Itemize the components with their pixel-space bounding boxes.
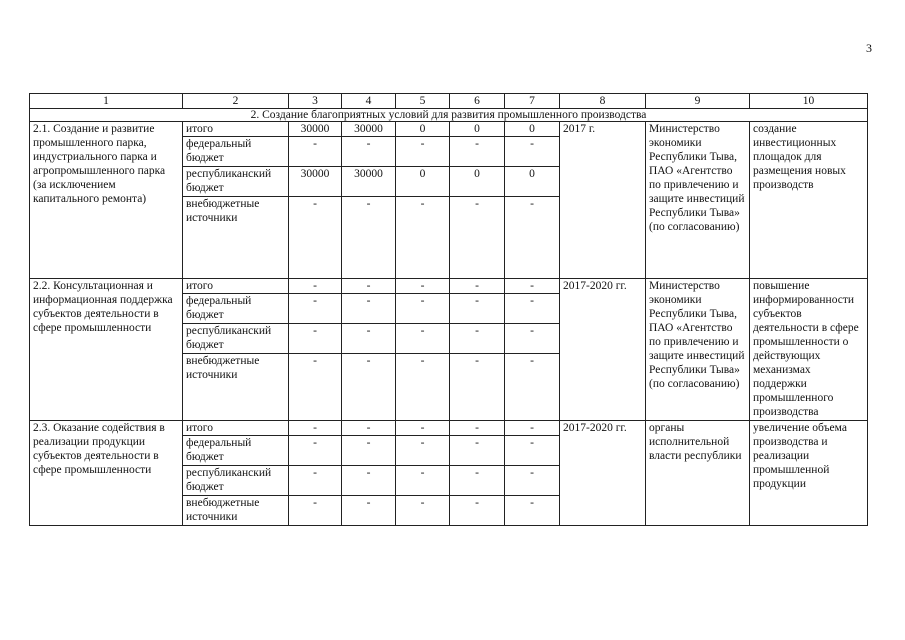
funding-value: - (505, 294, 560, 324)
implementation-period: 2017-2020 гг. (560, 421, 646, 526)
funding-value: - (450, 496, 505, 526)
funding-value: - (505, 137, 560, 167)
expected-result: создание инвестиционных площадок для размещения новых производств (750, 122, 868, 279)
header-cell: 9 (646, 94, 750, 109)
funding-value: 0 (450, 122, 505, 137)
funding-value: 30000 (289, 167, 342, 197)
page-number: 3 (866, 41, 872, 55)
funding-value: 30000 (342, 122, 396, 137)
funding-source: итого (183, 122, 289, 137)
funding-source: внебюджетные источники (183, 354, 289, 421)
header-cell: 10 (750, 94, 868, 109)
table-row (30, 279, 868, 294)
funding-value: - (505, 436, 560, 466)
implementation-period: 2017-2020 гг. (560, 279, 646, 421)
table-row (30, 122, 868, 137)
expected-result: увеличение объема производства и реализации промышленной продукции (750, 421, 868, 526)
funding-value: - (450, 466, 505, 496)
funding-value: - (396, 324, 450, 354)
funding-value: - (396, 466, 450, 496)
funding-value: 30000 (342, 167, 396, 197)
responsible-executor: Министерство экономики Республики Тыва, ПАО «Агентство по привлечению и защите инвестиций Республики Тыва» (по согласованию) (646, 279, 750, 421)
header-row (30, 94, 868, 109)
funding-value: - (505, 354, 560, 421)
funding-value: - (396, 279, 450, 294)
funding-value: - (289, 354, 342, 421)
activity-name: 2.3. Оказание содействия в реализации продукции субъектов деятельности в сфере промышленности (30, 421, 183, 526)
funding-value: - (289, 279, 342, 294)
funding-value: - (450, 197, 505, 279)
funding-value: 0 (450, 167, 505, 197)
funding-value: - (450, 354, 505, 421)
funding-value: - (289, 421, 342, 436)
funding-source: республиканский бюджет (183, 324, 289, 354)
program-table (29, 93, 868, 526)
funding-value: - (396, 197, 450, 279)
funding-source: внебюджетные источники (183, 197, 289, 279)
funding-value: 30000 (289, 122, 342, 137)
funding-value: - (450, 294, 505, 324)
responsible-executor: Министерство экономики Республики Тыва, ПАО «Агентство по привлечению и защите инвестиций Республики Тыва» (по согласованию) (646, 122, 750, 279)
responsible-executor: органы исполнительной власти республики (646, 421, 750, 526)
header-cell: 1 (30, 94, 183, 109)
funding-value: - (342, 436, 396, 466)
header-cell: 2 (183, 94, 289, 109)
funding-value: - (450, 137, 505, 167)
funding-value: - (342, 421, 396, 436)
funding-value: - (342, 197, 396, 279)
funding-value: - (505, 421, 560, 436)
funding-value: - (396, 436, 450, 466)
funding-value: - (450, 279, 505, 294)
funding-value: - (342, 137, 396, 167)
funding-value: - (450, 421, 505, 436)
funding-value: - (505, 466, 560, 496)
implementation-period: 2017 г. (560, 122, 646, 279)
funding-value: - (289, 324, 342, 354)
funding-value: - (342, 466, 396, 496)
funding-value: - (342, 496, 396, 526)
funding-source: федеральный бюджет (183, 436, 289, 466)
funding-value: - (450, 436, 505, 466)
funding-value: - (396, 354, 450, 421)
funding-value: - (289, 436, 342, 466)
activity-name: 2.2. Консультационная и информационная поддержка субъектов деятельности в сфере промышленности (30, 279, 183, 421)
header-cell: 6 (450, 94, 505, 109)
funding-value: - (289, 294, 342, 324)
funding-source: итого (183, 279, 289, 294)
funding-value: - (396, 496, 450, 526)
header-cell: 7 (505, 94, 560, 109)
section-title-row (30, 109, 868, 122)
funding-value: - (342, 354, 396, 421)
header-cell: 8 (560, 94, 646, 109)
funding-source: внебюджетные источники (183, 496, 289, 526)
funding-source: итого (183, 421, 289, 436)
funding-value: - (505, 496, 560, 526)
header-cell: 5 (396, 94, 450, 109)
funding-value: - (396, 137, 450, 167)
activity-name: 2.1. Создание и развитие промышленного парка, индустриального парка и агропромышленного парка (за исключением капитального ремонта) (30, 122, 183, 279)
funding-value: - (289, 496, 342, 526)
header-cell: 4 (342, 94, 396, 109)
funding-value: - (342, 279, 396, 294)
section-title: 2. Создание благоприятных условий для развития промышленного производства (30, 109, 868, 122)
funding-source: федеральный бюджет (183, 294, 289, 324)
header-cell: 3 (289, 94, 342, 109)
funding-source: федеральный бюджет (183, 137, 289, 167)
funding-value: - (396, 294, 450, 324)
funding-value: 0 (396, 122, 450, 137)
funding-value: - (342, 294, 396, 324)
funding-value: - (396, 421, 450, 436)
funding-source: республиканский бюджет (183, 167, 289, 197)
funding-value: - (342, 324, 396, 354)
funding-value: 0 (396, 167, 450, 197)
funding-value: 0 (505, 167, 560, 197)
funding-value: 0 (505, 122, 560, 137)
funding-value: - (289, 137, 342, 167)
table-row (30, 421, 868, 436)
funding-value: - (289, 466, 342, 496)
funding-value: - (505, 324, 560, 354)
funding-value: - (450, 324, 505, 354)
funding-value: - (505, 279, 560, 294)
expected-result: повышение информированности субъектов деятельности в сфере промышленности о действующих механизмах поддержки промышленного производства (750, 279, 868, 421)
funding-value: - (505, 197, 560, 279)
funding-value: - (289, 197, 342, 279)
funding-source: республиканский бюджет (183, 466, 289, 496)
